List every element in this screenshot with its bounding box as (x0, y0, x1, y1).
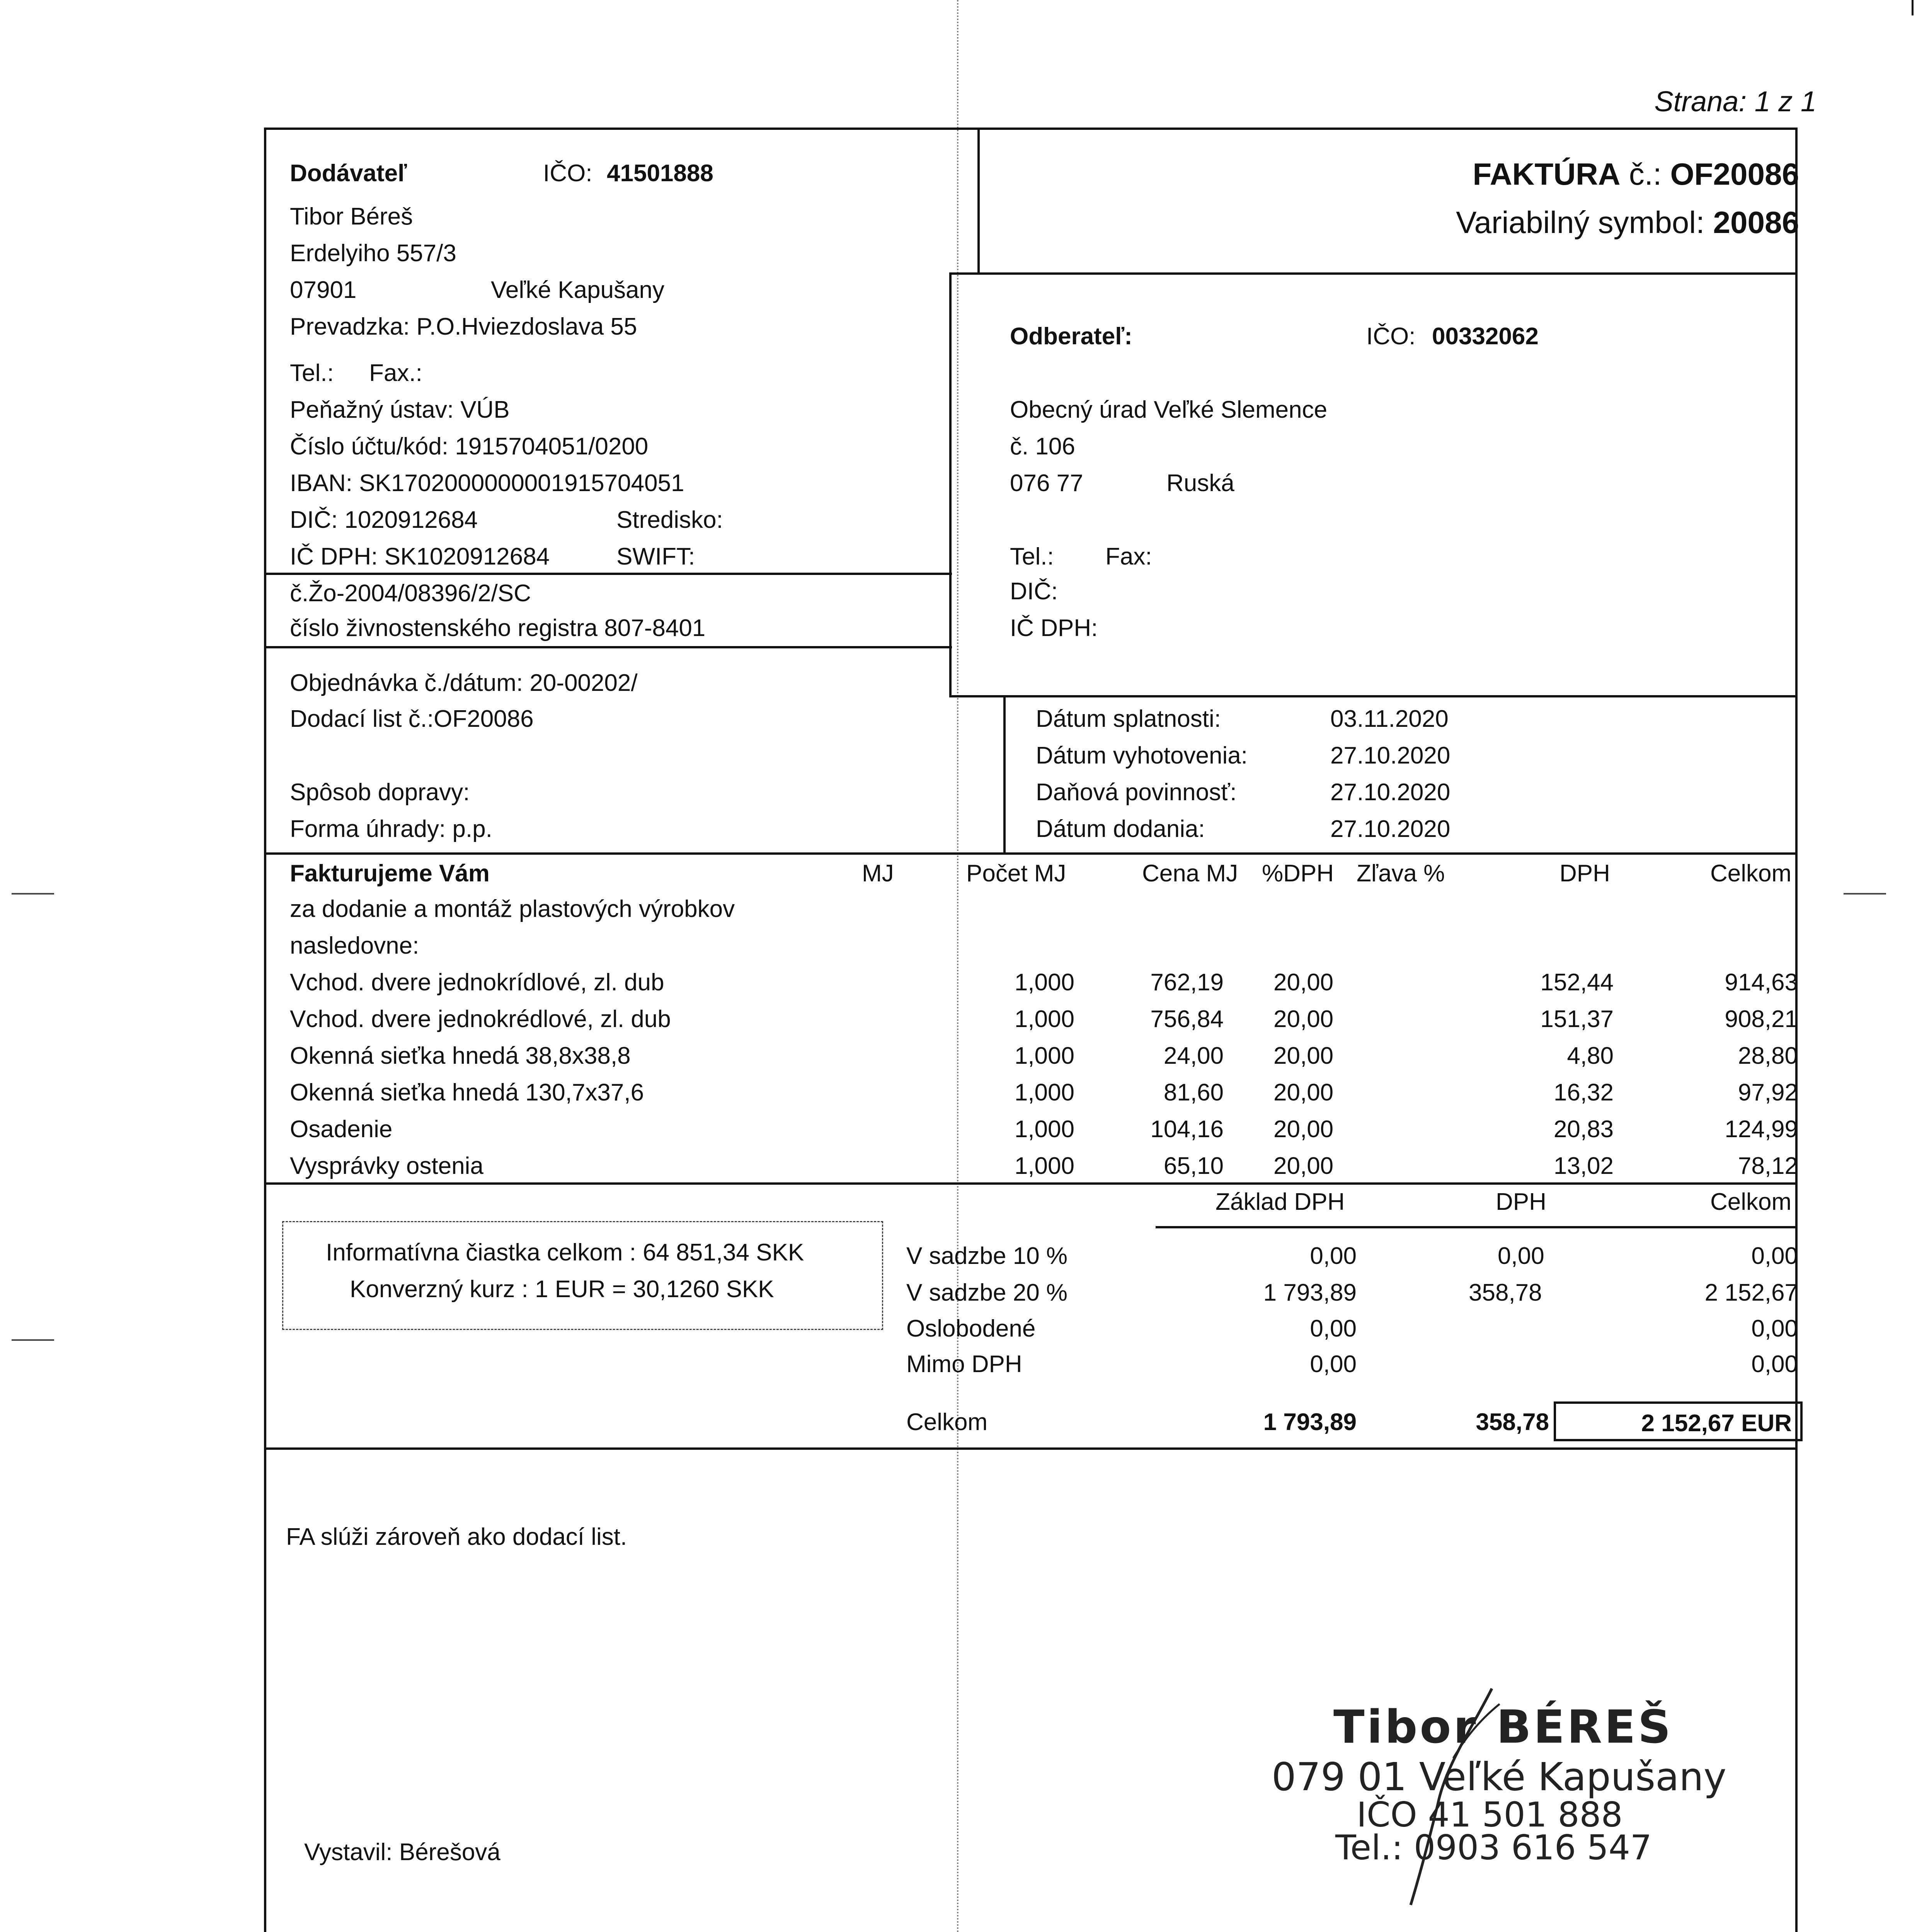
summary-col-total: Celkom (1710, 1189, 1792, 1215)
supplier-dic: DIČ: 1020912684 (290, 507, 478, 533)
supplier-fax: Fax.: (369, 360, 422, 386)
invoice-number-label: č.: (1629, 157, 1662, 191)
items-bottom-rule (264, 1182, 1798, 1185)
supplier-iban: IBAN: SK1702000000001915704051 (290, 470, 684, 497)
stamp-name: Tibor BÉREŠ (1333, 1700, 1673, 1753)
customer-city: Ruská (1166, 470, 1234, 497)
col-total: Celkom (1710, 860, 1792, 887)
invoice-title-line (1121, 156, 1799, 192)
variable-symbol-line (1121, 205, 1799, 240)
col-discount: Zľava % (1357, 860, 1445, 887)
item-qty: 1,000 (1014, 1116, 1074, 1143)
item-total: 908,21 (1725, 1006, 1798, 1032)
header-divider (977, 128, 980, 274)
edge-mark (1912, 0, 1914, 15)
customer-fax: Fax: (1105, 543, 1152, 570)
page-label: Strana: 1 z 1 (1654, 85, 1817, 117)
payment-method: Forma úhrady: p.p. (290, 816, 492, 842)
summary-col-vat: DPH (1496, 1189, 1546, 1215)
punch-mark-right (1844, 893, 1886, 895)
item-vat-pct: 20,00 (1273, 1043, 1334, 1069)
supplier-name: Tibor Béreš (290, 203, 413, 230)
intro-line-2: nasledovne: (290, 932, 419, 959)
supplier-rule-1 (264, 573, 952, 575)
supplier-rule-2 (264, 646, 952, 648)
summary-vat: 358,78 (1469, 1279, 1542, 1306)
issue-date-label: Dátum vyhotovenia: (1036, 742, 1248, 769)
col-vat: DPH (1559, 860, 1610, 887)
customer-icdph: IČ DPH: (1010, 615, 1098, 641)
summary-rule (1156, 1226, 1798, 1228)
stamp-city: 079 01 Veľké Kapušany (1272, 1754, 1726, 1799)
summary-label: Mimo DPH (906, 1351, 1022, 1378)
item-total: 914,63 (1725, 969, 1798, 996)
item-vat: 13,02 (1553, 1153, 1614, 1179)
supplier-register: číslo živnostenského registra 807-8401 (290, 615, 706, 641)
supplier-street: Erdelyiho 557/3 (290, 240, 456, 267)
info-rate: Konverzný kurz : 1 EUR = 30,1260 SKK (350, 1276, 774, 1303)
delivery-note-remark: FA slúži zároveň ako dodací list. (286, 1524, 627, 1550)
item-vat-pct: 20,00 (1273, 1153, 1334, 1179)
summary-total: 0,00 (1751, 1243, 1798, 1269)
item-description: Okenná sieťka hnedá 130,7x37,6 (290, 1079, 644, 1106)
item-qty: 1,000 (1014, 1079, 1074, 1106)
supplier-prevadzka: Prevadzka: P.O.Hviezdoslava 55 (290, 313, 637, 340)
col-price: Cena MJ (1142, 860, 1238, 887)
supplier-tel: Tel.: (290, 360, 334, 386)
col-qty: Počet MJ (966, 860, 1066, 887)
grand-total-vat: 358,78 (1476, 1409, 1549, 1435)
due-date-label: Dátum splatnosti: (1036, 706, 1221, 732)
transport-method: Spôsob dopravy: (290, 779, 470, 806)
dates-divider (1003, 696, 1006, 854)
invoice-title: FAKTÚRA (1473, 157, 1621, 191)
item-vat: 151,37 (1540, 1006, 1614, 1032)
issued-by: Vystavil: Bérešová (304, 1839, 501, 1866)
customer-ico-label: IČO: (1366, 323, 1416, 350)
order-ref: Objednávka č./dátum: 20-00202/ (290, 670, 638, 696)
item-vat: 152,44 (1540, 969, 1614, 996)
grand-total-label: Celkom (906, 1409, 988, 1435)
item-qty: 1,000 (1014, 1006, 1074, 1032)
supplier-icdph: IČ DPH: SK1020912684 (290, 543, 550, 570)
col-vat-pct: %DPH (1262, 860, 1334, 887)
summary-base: 0,00 (1310, 1315, 1357, 1342)
punch-mark-bottom (12, 1339, 54, 1341)
tax-date-value: 27.10.2020 (1330, 779, 1451, 806)
summary-total: 0,00 (1751, 1351, 1798, 1378)
supplier-label: Dodávateľ (290, 160, 407, 187)
item-vat-pct: 20,00 (1273, 1116, 1334, 1143)
item-qty: 1,000 (1014, 969, 1074, 996)
item-total: 78,12 (1738, 1153, 1798, 1179)
item-qty: 1,000 (1014, 1153, 1074, 1179)
customer-zip: 076 77 (1010, 470, 1083, 497)
supplier-ico-label: IČO: (543, 160, 592, 187)
summary-label: V sadzbe 20 % (906, 1279, 1068, 1306)
items-header-rule (264, 852, 1798, 855)
supplier-zip: 07901 (290, 277, 357, 303)
delivery-date-label: Dátum dodania: (1036, 816, 1205, 842)
item-qty: 1,000 (1014, 1043, 1074, 1069)
col-mj: MJ (862, 860, 894, 887)
supplier-swift: SWIFT: (616, 543, 695, 570)
item-vat: 4,80 (1567, 1043, 1614, 1069)
item-total: 124,99 (1725, 1116, 1798, 1143)
customer-dic: DIČ: (1010, 578, 1058, 605)
delivery-note-ref: Dodací list č.:OF20086 (290, 706, 534, 732)
supplier-stredisko: Stredisko: (616, 507, 723, 533)
item-description: Osadenie (290, 1116, 393, 1143)
item-description: Okenná sieťka hnedá 38,8x38,8 (290, 1043, 631, 1069)
info-amount: Informatívna čiastka celkom : 64 851,34 SKK (326, 1239, 804, 1266)
summary-total: 0,00 (1751, 1315, 1798, 1342)
item-total: 97,92 (1738, 1079, 1798, 1106)
summary-base: 1 793,89 (1263, 1279, 1357, 1306)
variable-symbol: 20086 (1713, 205, 1799, 240)
due-date-value: 03.11.2020 (1330, 706, 1449, 732)
item-price: 756,84 (1150, 1006, 1224, 1032)
summary-label: Oslobodené (906, 1315, 1036, 1342)
item-description: Vchod. dvere jednokrédlové, zl. dub (290, 1006, 671, 1032)
item-vat-pct: 20,00 (1273, 1006, 1334, 1032)
variable-symbol-label: Variabilný symbol: (1456, 205, 1705, 240)
tax-date-label: Daňová povinnosť: (1036, 779, 1237, 806)
item-price: 81,60 (1163, 1079, 1224, 1106)
supplier-city: Veľké Kapušany (491, 277, 664, 303)
item-vat: 16,32 (1553, 1079, 1614, 1106)
stamp-tel: Tel.: 0903 616 547 (1335, 1828, 1652, 1867)
punch-mark-top (12, 893, 54, 895)
summary-base: 0,00 (1310, 1351, 1357, 1378)
supplier-bank: Peňažný ústav: VÚB (290, 396, 510, 423)
issue-date-value: 27.10.2020 (1330, 742, 1451, 769)
customer-name: Obecný úrad Veľké Slemence (1010, 396, 1328, 423)
item-vat: 20,83 (1553, 1116, 1614, 1143)
item-price: 24,00 (1163, 1043, 1224, 1069)
item-price: 104,16 (1150, 1116, 1224, 1143)
signature-stroke (1376, 1681, 1507, 1913)
customer-label: Odberateľ: (1010, 323, 1132, 350)
summary-total: 2 152,67 (1704, 1279, 1798, 1306)
summary-label: V sadzbe 10 % (906, 1243, 1068, 1269)
intro-line-1: za dodanie a montáž plastových výrobkov (290, 896, 735, 922)
info-box (282, 1221, 883, 1330)
item-vat-pct: 20,00 (1273, 1079, 1334, 1106)
item-description: Vchod. dvere jednokrídlové, zl. dub (290, 969, 664, 996)
customer-street: č. 106 (1010, 433, 1075, 460)
totals-bottom-rule (264, 1447, 1798, 1450)
summary-col-base: Základ DPH (1216, 1189, 1345, 1215)
item-vat-pct: 20,00 (1273, 969, 1334, 996)
delivery-date-value: 27.10.2020 (1330, 816, 1451, 842)
item-price: 762,19 (1150, 969, 1224, 996)
summary-base: 0,00 (1310, 1243, 1357, 1269)
item-price: 65,10 (1163, 1153, 1224, 1179)
grand-total-base: 1 793,89 (1263, 1409, 1357, 1435)
item-total: 28,80 (1738, 1043, 1798, 1069)
invoice-number: OF20086 (1670, 157, 1799, 191)
supplier-account: Číslo účtu/kód: 1915704051/0200 (290, 433, 649, 460)
grand-total-box (1554, 1401, 1803, 1441)
grand-total-amount: 2 152,67 EUR (1641, 1410, 1792, 1437)
stamp-ico: IČO 41 501 888 (1357, 1795, 1623, 1835)
supplier-zo: č.Žo-2004/08396/2/SC (290, 580, 531, 607)
customer-ico: 00332062 (1432, 323, 1539, 350)
customer-tel: Tel.: (1010, 543, 1054, 570)
col-description: Fakturujeme Vám (290, 860, 490, 887)
supplier-ico: 41501888 (607, 160, 713, 187)
summary-vat: 0,00 (1498, 1243, 1544, 1269)
item-description: Vysprávky ostenia (290, 1153, 484, 1179)
